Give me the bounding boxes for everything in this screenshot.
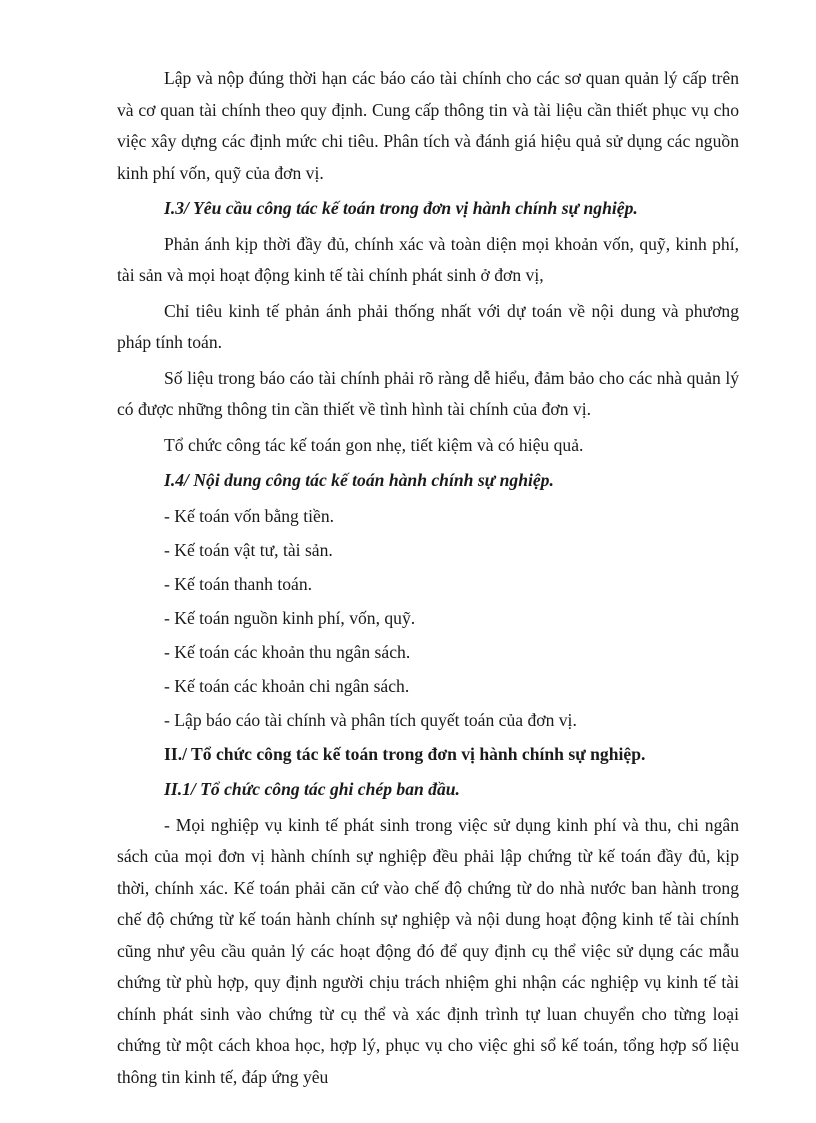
paragraph-requirement-2: Chỉ tiêu kinh tế phản ánh phải thống nhất với dự toán về nội dung và phương pháp tính toán. <box>117 300 739 352</box>
document-body <box>117 63 739 1097</box>
list-item: - Kế toán các khoản chi ngân sách. <box>164 675 410 696</box>
list-item: - Kế toán các khoản thu ngân sách. <box>164 641 411 662</box>
paragraph-requirement-3: Số liệu trong báo cáo tài chính phải rõ ràng dễ hiểu, đảm bảo cho các nhà quản lý có được những thông tin cần thiết về tình hình tài chính của đơn vị. <box>117 367 739 419</box>
list-item: - Kế toán nguồn kinh phí, vốn, quỹ. <box>164 607 416 628</box>
list-item: - Kế toán vật tư, tài sản. <box>164 539 333 560</box>
list-item: - Kế toán thanh toán. <box>164 573 313 594</box>
list-item: - Lập báo cáo tài chính và phân tích quyết toán của đơn vị. <box>164 709 577 730</box>
heading-section-1-3: I.3/ Yêu cầu công tác kế toán trong đơn vị hành chính sự nghiệp. <box>164 198 638 218</box>
heading-section-2-1: II.1/ Tổ chức công tác ghi chép ban đầu. <box>164 779 460 799</box>
heading-section-1-4: I.4/ Nội dung công tác kế toán hành chính sự nghiệp. <box>164 470 554 490</box>
heading-section-2: II./ Tổ chức công tác kế toán trong đơn vị hành chính sự nghiệp. <box>164 743 646 764</box>
list-item: - Kế toán vốn bằng tiền. <box>164 505 335 526</box>
paragraph-initial-recording: - Mọi nghiệp vụ kinh tế phát sinh trong việc sử dụng kinh phí và thu, chi ngân sách của mọi đơn vị hành chính sự nghiệp đều phải lập chứng từ kế toán đầy đủ, kịp thời, chính xác. Kế toán phải căn cứ vào chế độ chứng từ do nhà nước ban hành trong chế độ chứng từ kế toán hành chính sự nghiệp và nội dung hoạt động kinh tế tài chính cũng như yêu cầu quản lý các hoạt động đó để quy định cụ thể việc sử dụng các mẫu chứng từ phù hợp, quy định người chịu trách nhiệm ghi nhận các nghiệp vụ kinh tế tài chính phát sinh vào chứng từ cụ thể và xác định trình tự luan chuyển cho từng loại chứng từ một cách khoa học, hợp lý, phục vụ cho việc ghi sổ kế toán, tổng hợp số liệu thông tin kinh tế, đáp ứng yêu <box>117 814 739 1087</box>
paragraph-reporting: Lập và nộp đúng thời hạn các báo cáo tài chính cho các sơ quan quản lý cấp trên và cơ quan tài chính theo quy định. Cung cấp thông tin và tài liệu cần thiết phục vụ cho việc xây dựng các định mức chi tiêu. Phân tích và đánh giá hiệu quả sử dụng các nguồn kinh phí vốn, quỹ của đơn vị. <box>117 68 739 183</box>
paragraph-requirement-1: Phản ánh kịp thời đầy đủ, chính xác và toàn diện mọi khoản vốn, quỹ, kinh phí, tài sản và mọi hoạt động kinh tế tài chính phát sinh ở đơn vị, <box>117 233 739 285</box>
paragraph-requirement-4: Tổ chức công tác kế toán gon nhẹ, tiết kiệm và có hiệu quả. <box>164 434 584 455</box>
